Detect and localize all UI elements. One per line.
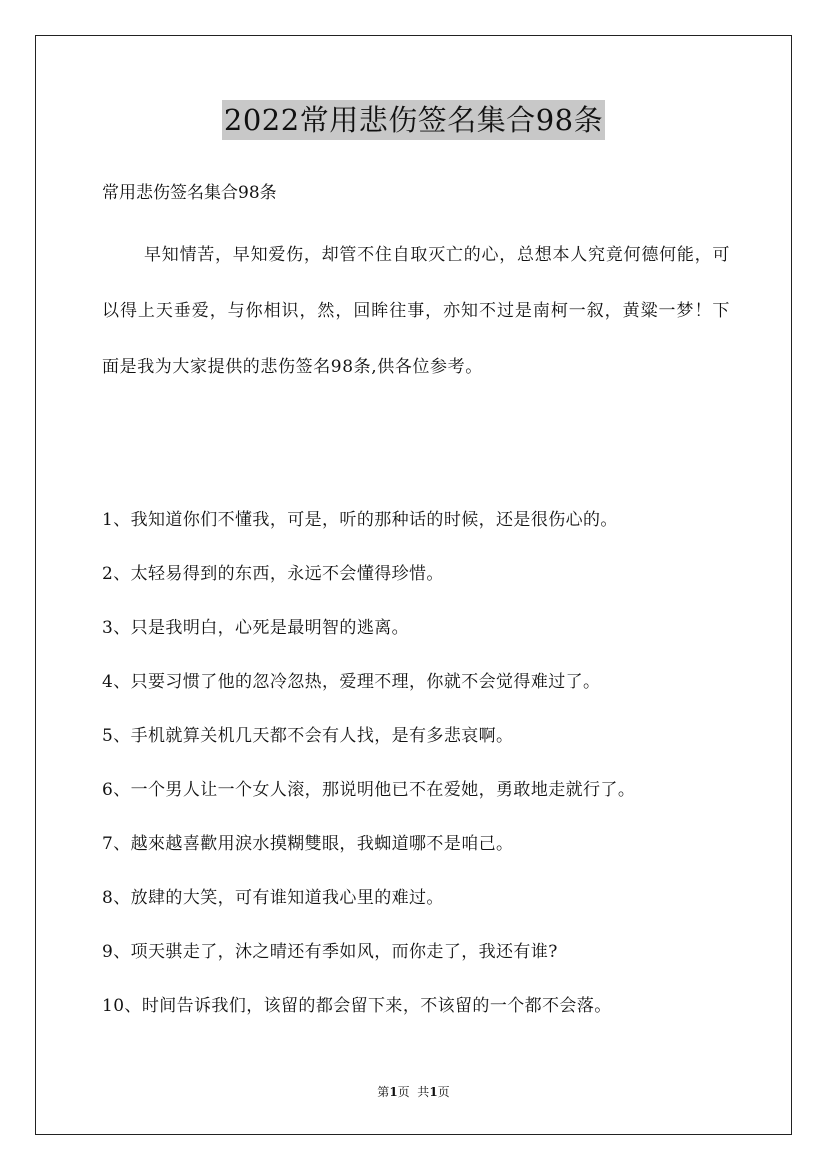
footer-current-page: 1 — [389, 1085, 398, 1099]
list-item: 7、越來越喜歡用淚水摸糊雙眼，我蜘道哪不是咱己。 — [102, 834, 514, 854]
footer-suffix: 页 — [437, 1085, 450, 1099]
document-title: 2022常用悲伤签名集合98条 — [222, 100, 605, 140]
title-container — [0, 100, 827, 140]
list-item: 8、放肆的大笑，可有谁知道我心里的难过。 — [102, 888, 444, 908]
list-item: 6、一个男人让一个女人滚，那说明他已不在爱她，勇敢地走就行了。 — [102, 780, 636, 800]
list-item: 1、我知道你们不懂我，可是，听的那种话的时候，还是很伤心的。 — [102, 510, 618, 530]
page-footer — [0, 1084, 827, 1100]
list-item: 9、项天骐走了，沐之晴还有季如风，而你走了，我还有谁? — [102, 942, 558, 962]
list-item: 5、手机就算关机几天都不会有人找，是有多悲哀啊。 — [102, 726, 514, 746]
footer-mid: 页 共 — [397, 1085, 430, 1099]
signature-list — [102, 502, 752, 1042]
document-subtitle: 常用悲伤签名集合98条 — [102, 183, 277, 203]
intro-paragraph: 早知情苦，早知爱伤，却管不住自取灭亡的心，总想本人究竟何德何能，可以得上天垂爱，与你相识，然，回眸往事，亦知不过是南柯一叙，黄粱一梦！下面是我为大家提供的悲伤签名98条,供各位参考。 — [102, 245, 730, 377]
footer-total-pages: 1 — [429, 1085, 438, 1099]
list-item: 4、只要习惯了他的忽冷忽热，爱理不理，你就不会觉得难过了。 — [102, 672, 601, 692]
footer-prefix: 第 — [377, 1085, 390, 1099]
list-item: 2、太轻易得到的东西，永远不会懂得珍惜。 — [102, 564, 444, 584]
list-item: 10、时间告诉我们，该留的都会留下来，不该留的一个都不会落。 — [102, 996, 612, 1016]
list-item: 3、只是我明白，心死是最明智的逃离。 — [102, 618, 410, 638]
